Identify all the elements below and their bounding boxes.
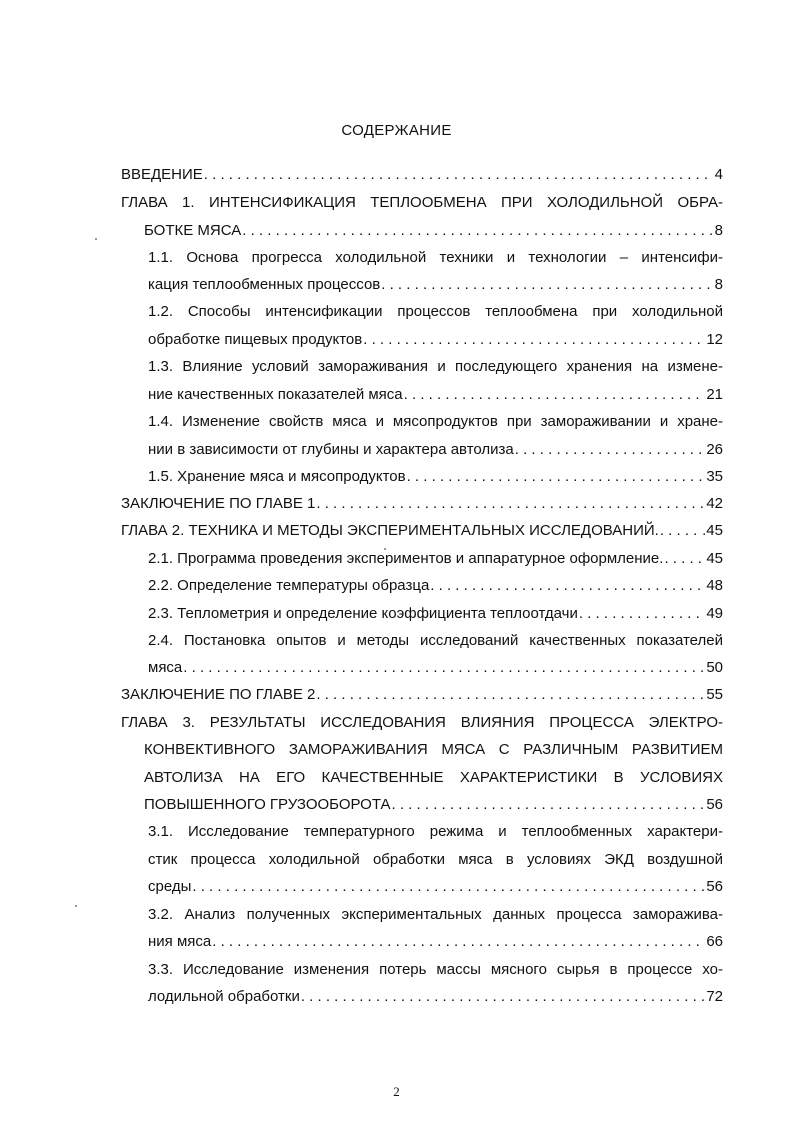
scan-speck [384, 548, 386, 550]
entry-text: ЗАКЛЮЧЕНИЕ ПО ГЛАВЕ 2 [121, 686, 316, 703]
toc-entry-intro[interactable] [121, 166, 723, 184]
toc-entry-s3-1-line3[interactable] [148, 878, 723, 896]
dot-leader [316, 495, 704, 513]
dot-leader [183, 659, 704, 677]
toc-entry-s1-4-line1[interactable]: 1.4. Изменение свойств мяса и мясопродуктов при замораживании и хране- [148, 413, 723, 430]
entry-page: 8 [714, 222, 723, 239]
toc-entry-ch3-line4[interactable] [144, 796, 723, 814]
toc-entry-ch3-line2[interactable]: КОНВЕКТИВНОГО ЗАМОРАЖИВАНИЯ МЯСА С РАЗЛИЧНЫМ РАЗВИТИЕМ [144, 741, 723, 758]
toc-entry-ch1-line2[interactable] [144, 222, 723, 240]
entry-text: 2.3. Теплометрия и определение коэффициента теплоотдачи [148, 605, 578, 622]
toc-entry-s1-2-line1[interactable]: 1.2. Способы интенсификации процессов теплообмена при холодильной [148, 303, 723, 320]
toc-entry-s3-2-line2[interactable] [148, 933, 723, 951]
entry-text: обработке пищевых продуктов [148, 331, 363, 348]
dot-leader [660, 522, 700, 540]
entry-text: среды [148, 878, 192, 895]
entry-text: ПОВЫШЕННОГО ГРУЗООБОРОТА [144, 796, 391, 813]
entry-text: лодильной обработки [148, 988, 300, 1005]
entry-page: 49 [706, 605, 723, 622]
entry-text: 2.2. Определение температуры образца [148, 577, 430, 594]
entry-text: 2.1. Программа проведения экспериментов и аппаратурное оформление. [148, 550, 664, 567]
entry-text: БОТКЕ МЯСА [144, 222, 242, 239]
entry-page: 55 [706, 686, 723, 703]
entry-page: 4 [714, 166, 723, 183]
toc-entry-conclusion-1[interactable] [121, 495, 723, 513]
entry-text: мяса [148, 659, 183, 676]
toc-entry-s3-2-line1[interactable]: 3.2. Анализ полученных экспериментальных данных процесса заморажива- [148, 906, 723, 923]
entry-text: 1.5. Хранение мяса и мясопродуктов [148, 468, 406, 485]
entry-page: 50 [706, 659, 723, 676]
dot-leader [664, 550, 704, 568]
entry-page: 72 [706, 988, 723, 1005]
toc-entry-s1-3-line1[interactable]: 1.3. Влияние условий замораживания и последующего хранения на измене- [148, 358, 723, 375]
toc-entry-s3-3-line1[interactable]: 3.3. Исследование изменения потерь массы мясного сырья в процессе хо- [148, 961, 723, 978]
entry-page: 45 [706, 550, 723, 567]
entry-page: 21 [706, 386, 723, 403]
toc-entry-s1-4-line2[interactable] [148, 441, 723, 459]
toc-entry-s1-1-line2[interactable] [148, 276, 723, 294]
entry-page: 42 [706, 495, 723, 512]
dot-leader [404, 386, 705, 404]
toc-entry-conclusion-2[interactable] [121, 686, 723, 704]
scan-speck [75, 905, 77, 907]
entry-page: 35 [706, 468, 723, 485]
entry-text: кация теплообменных процессов [148, 276, 381, 293]
toc-entry-s2-4-line2[interactable] [148, 659, 723, 677]
entry-text: ние качественных показателей мяса [148, 386, 403, 403]
dot-leader [515, 441, 705, 459]
dot-leader [242, 222, 712, 240]
page-number: 2 [393, 1084, 400, 1099]
toc-entry-s2-4-line1[interactable]: 2.4. Постановка опытов и методы исследований качественных показателей [148, 632, 723, 649]
dot-leader [579, 605, 704, 623]
dot-leader [363, 331, 704, 349]
toc-entry-s1-1-line1[interactable]: 1.1. Основа прогресса холодильной техники и технологии – интенсифи- [148, 249, 723, 266]
toc-entry-ch3-line3[interactable]: АВТОЛИЗА НА ЕГО КАЧЕСТВЕННЫЕ ХАРАКТЕРИСТИКИ В УСЛОВИЯХ [144, 769, 723, 786]
toc-entry-s2-2[interactable] [148, 577, 723, 595]
dot-leader [316, 686, 704, 704]
toc-entry-s1-3-line2[interactable] [148, 386, 723, 404]
dot-leader [407, 468, 705, 486]
entry-page: 56 [706, 796, 723, 813]
scan-speck [95, 238, 97, 240]
entry-text: ВВЕДЕНИЕ [121, 166, 203, 183]
dot-leader [381, 276, 712, 294]
toc-entry-ch2[interactable] [121, 522, 723, 540]
toc-entry-s2-3[interactable] [148, 605, 723, 623]
dot-leader [204, 166, 713, 184]
dot-leader [301, 988, 704, 1006]
dot-leader [192, 878, 704, 896]
dot-leader [392, 796, 705, 814]
entry-page: 26 [706, 441, 723, 458]
toc-entry-s2-1[interactable] [148, 550, 723, 568]
dot-leader [430, 577, 704, 595]
entry-page: 66 [706, 933, 723, 950]
toc-entry-s3-1-line1[interactable]: 3.1. Исследование температурного режима и теплообменных характери- [148, 823, 723, 840]
entry-page: .45 [702, 522, 723, 539]
toc-entry-s1-5[interactable] [148, 468, 723, 486]
entry-text: ния мяса [148, 933, 212, 950]
entry-page: 56 [706, 878, 723, 895]
dot-leader [212, 933, 704, 951]
entry-text: ЗАКЛЮЧЕНИЕ ПО ГЛАВЕ 1 [121, 495, 316, 512]
entry-text: нии в зависимости от глубины и характера автолиза [148, 441, 514, 458]
toc-title: СОДЕРЖАНИЕ [341, 122, 452, 139]
toc-entry-s3-1-line2[interactable]: стик процесса холодильной обработки мяса в условиях ЭКД воздушной [148, 851, 723, 868]
entry-page: 48 [706, 577, 723, 594]
toc-entry-s1-2-line2[interactable] [148, 331, 723, 349]
toc-entry-s3-3-line2[interactable] [148, 988, 723, 1006]
entry-page: 8 [714, 276, 723, 293]
entry-page: 12 [706, 331, 723, 348]
entry-text: ГЛАВА 2. ТЕХНИКА И МЕТОДЫ ЭКСПЕРИМЕНТАЛЬНЫХ ИССЛЕДОВАНИЙ. [121, 522, 659, 539]
toc-entry-ch1-line1[interactable]: ГЛАВА 1. ИНТЕНСИФИКАЦИЯ ТЕПЛООБМЕНА ПРИ ХОЛОДИЛЬНОЙ ОБРА- [121, 194, 723, 211]
toc-entry-ch3-line1[interactable]: ГЛАВА 3. РЕЗУЛЬТАТЫ ИССЛЕДОВАНИЯ ВЛИЯНИЯ ПРОЦЕССА ЭЛЕКТРО- [121, 714, 723, 731]
